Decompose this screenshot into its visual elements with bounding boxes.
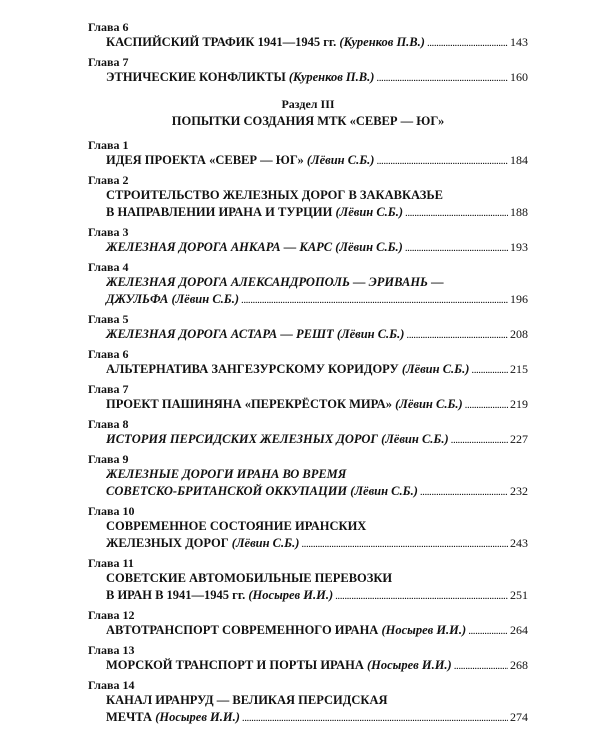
chapter-author: (Лёвин С.Б.) [336, 327, 405, 341]
chapter-title-text [106, 204, 403, 221]
chapter-title-text [106, 34, 425, 51]
chapter-title-line: КАНАЛ ИРАНРУД — ВЕЛИКАЯ ПЕРСИДСКАЯ [106, 693, 388, 707]
page-number: 268 [510, 658, 528, 672]
chapter-label: Глава 8 [88, 417, 129, 431]
chapter-author: (Лёвин С.Б.) [335, 205, 404, 219]
chapter-title-text [106, 709, 240, 726]
chapter-title-text [106, 361, 469, 378]
toc-part-a [88, 20, 528, 90]
page-number: 219 [510, 397, 528, 411]
chapter-author: (Лёвин С.Б.) [401, 362, 470, 376]
dot-leader [468, 623, 508, 640]
chapter-author: (Лёвин С.Б.) [306, 153, 375, 167]
chapter-title-last-line [106, 34, 528, 52]
chapter-title-last-line [106, 239, 528, 257]
chapter-title-last-line [106, 204, 528, 222]
spacer [88, 727, 528, 730]
chapter-label: Глава 6 [88, 20, 129, 34]
chapter-title: КАСПИЙСКИЙ ТРАФИК 1941—1945 гг. [106, 35, 337, 49]
dot-leader [376, 153, 508, 170]
toc-entry[interactable] [106, 518, 528, 553]
toc-chapter [88, 417, 528, 452]
toc-chapter [88, 452, 528, 504]
chapter-label: Глава 13 [88, 643, 135, 657]
chapter-label: Глава 6 [88, 347, 129, 361]
chapter-author: (Лёвин С.Б.) [381, 432, 449, 446]
dot-leader [405, 240, 508, 257]
chapter-title: АЛЬТЕРНАТИВА ЗАНГЕЗУРСКОМУ КОРИДОРУ [106, 362, 399, 376]
chapter-title-text [106, 657, 452, 674]
dot-leader [405, 205, 508, 222]
page-number: 215 [510, 362, 528, 376]
chapter-title-line: СОВРЕМЕННОЕ СОСТОЯНИЕ ИРАНСКИХ [106, 519, 367, 533]
dot-leader [376, 70, 508, 87]
chapter-title-text [106, 587, 333, 604]
chapter-title-last-line [106, 431, 528, 449]
dot-leader [454, 658, 508, 675]
toc-chapter [88, 504, 528, 556]
chapter-title: В ИРАН В 1941—1945 гг. [106, 588, 246, 602]
chapter-author: (Лёвин С.Б.) [171, 292, 240, 306]
chapter-title-text [106, 535, 299, 552]
chapter-label: Глава 3 [88, 225, 129, 239]
toc-entry[interactable] [106, 396, 528, 414]
toc-entry[interactable] [106, 570, 528, 605]
toc-entry[interactable] [106, 657, 528, 675]
section-heading [88, 96, 528, 130]
page-number: 188 [510, 205, 528, 219]
chapter-title-last-line [106, 326, 528, 344]
chapter-title-text [106, 291, 239, 308]
chapter-title-text [106, 239, 403, 256]
toc-chapter [88, 173, 528, 225]
toc-part-b [88, 138, 528, 730]
toc-chapter [88, 556, 528, 608]
chapter-label: Глава 11 [88, 556, 134, 570]
chapter-title-line: ЖЕЛЕЗНЫЕ ДОРОГИ ИРАНА ВО ВРЕМЯ [106, 467, 347, 481]
page-number: 227 [510, 432, 528, 446]
chapter-label: Глава 9 [88, 452, 129, 466]
toc-entry[interactable] [106, 239, 528, 257]
page-number: 274 [510, 710, 528, 724]
dot-leader [420, 484, 508, 501]
chapter-title-line: СОВЕТСКИЕ АВТОМОБИЛЬНЫЕ ПЕРЕВОЗКИ [106, 571, 393, 585]
toc-chapter [88, 678, 528, 730]
chapter-title-last-line [106, 709, 528, 727]
page-number: 184 [510, 153, 528, 167]
chapter-title-last-line [106, 622, 528, 640]
toc-entry[interactable] [106, 34, 528, 52]
chapter-author: (Лёвин С.Б.) [231, 536, 300, 550]
chapter-title-line: СТРОИТЕЛЬСТВО ЖЕЛЕЗНЫХ ДОРОГ В ЗАКАВКАЗЬЕ [106, 188, 443, 202]
chapter-title: ЖЕЛЕЗНАЯ ДОРОГА АСТАРА — РЕШТ [106, 327, 334, 341]
chapter-title: ПРОЕКТ ПАШИНЯНА «ПЕРЕКРЁСТОК МИРА» [106, 397, 392, 411]
chapter-title-text [106, 69, 374, 86]
toc-entry[interactable] [106, 274, 528, 309]
chapter-title: ДЖУЛЬФА [106, 292, 169, 306]
page-number: 143 [510, 35, 528, 49]
spacer [88, 87, 528, 90]
chapter-title: МОРСКОЙ ТРАНСПОРТ И ПОРТЫ ИРАНА [106, 658, 364, 672]
section-title: ПОПЫТКИ СОЗДАНИЯ МТК «СЕВЕР — ЮГ» [171, 114, 445, 128]
toc-entry[interactable] [106, 152, 528, 170]
toc-entry[interactable] [106, 326, 528, 344]
dot-leader [241, 292, 508, 309]
chapter-title: ИДЕЯ ПРОЕКТА «СЕВЕР — ЮГ» [106, 153, 304, 167]
chapter-title: МЕЧТА [106, 710, 153, 724]
toc-chapter [88, 55, 528, 90]
chapter-author: (Лёвин С.Б.) [335, 240, 403, 254]
dot-leader [335, 588, 508, 605]
toc-chapter [88, 225, 528, 260]
chapter-label: Глава 7 [88, 55, 129, 69]
page-number: 208 [510, 327, 528, 341]
chapter-title: АВТОТРАНСПОРТ СОВРЕМЕННОГО ИРАНА [106, 623, 379, 637]
toc-entry[interactable] [106, 361, 528, 379]
page-number: 264 [510, 623, 528, 637]
toc-entry[interactable] [106, 622, 528, 640]
chapter-label: Глава 12 [88, 608, 135, 622]
section-label: Раздел III [281, 97, 335, 111]
chapter-title-last-line [106, 291, 528, 309]
chapter-author: (Носырев И.И.) [248, 588, 334, 602]
chapter-author: (Куренков П.В.) [339, 35, 425, 49]
chapter-author: (Носырев И.И.) [367, 658, 452, 672]
dot-leader [242, 710, 508, 727]
toc-entry[interactable] [106, 187, 528, 222]
chapter-title: ЭТНИЧЕСКИЕ КОНФЛИКТЫ [106, 70, 286, 84]
page-number: 193 [510, 240, 528, 254]
chapter-author: (Лёвин С.Б.) [350, 484, 418, 498]
chapter-label: Глава 5 [88, 312, 129, 326]
chapter-title: ИСТОРИЯ ПЕРСИДСКИХ ЖЕЛЕЗНЫХ ДОРОГ [106, 432, 378, 446]
chapter-title-last-line [106, 69, 528, 87]
chapter-label: Глава 7 [88, 382, 129, 396]
page-number: 160 [510, 70, 528, 84]
toc-chapter [88, 20, 528, 55]
toc-chapter [88, 382, 528, 417]
chapter-title-text [106, 431, 449, 448]
toc-entry[interactable] [106, 466, 528, 501]
chapter-title-last-line [106, 361, 528, 379]
chapter-title-last-line [106, 535, 528, 553]
chapter-title-last-line [106, 152, 528, 170]
chapter-title-last-line [106, 657, 528, 675]
toc-chapter [88, 608, 528, 643]
toc-entry[interactable] [106, 692, 528, 727]
chapter-title: СОВЕТСКО-БРИТАНСКОЙ ОККУПАЦИИ [106, 484, 348, 498]
dot-leader [406, 327, 508, 344]
page-number: 251 [510, 588, 528, 602]
toc-chapter [88, 312, 528, 347]
page-number: 196 [510, 292, 528, 306]
chapter-title-text [106, 326, 404, 343]
chapter-title-line: ЖЕЛЕЗНАЯ ДОРОГА АЛЕКСАНДРОПОЛЬ — ЭРИВАНЬ — [106, 275, 444, 289]
dot-leader [471, 362, 508, 379]
toc-entry[interactable] [106, 431, 528, 449]
toc-chapter [88, 260, 528, 312]
chapter-label: Глава 4 [88, 260, 129, 274]
chapter-title-last-line [106, 396, 528, 414]
toc-chapter [88, 347, 528, 382]
chapter-title-last-line [106, 587, 528, 605]
chapter-author: (Носырев И.И.) [155, 710, 240, 724]
chapter-title-last-line [106, 483, 528, 501]
chapter-title-text [106, 152, 374, 169]
chapter-title-text [106, 483, 418, 500]
dot-leader [301, 536, 508, 553]
chapter-label: Глава 2 [88, 173, 129, 187]
chapter-title: ЖЕЛЕЗНЫХ ДОРОГ [106, 536, 229, 550]
dot-leader [465, 397, 508, 414]
chapter-title: ЖЕЛЕЗНАЯ ДОРОГА АНКАРА — КАРС [106, 240, 333, 254]
chapter-author: (Носырев И.И.) [381, 623, 467, 637]
toc-chapter [88, 643, 528, 678]
dot-leader [451, 432, 508, 449]
chapter-title-text [106, 622, 466, 639]
toc-chapter [88, 138, 528, 173]
page-number: 243 [510, 536, 528, 550]
toc-entry[interactable] [106, 69, 528, 87]
chapter-author: (Куренков П.В.) [288, 70, 375, 84]
chapter-title-text [106, 396, 463, 413]
chapter-label: Глава 10 [88, 504, 135, 518]
dot-leader [427, 35, 508, 52]
page-number: 232 [510, 484, 528, 498]
table-of-contents [88, 20, 528, 730]
chapter-label: Глава 14 [88, 678, 135, 692]
chapter-title: В НАПРАВЛЕНИИ ИРАНА И ТУРЦИИ [106, 205, 333, 219]
chapter-label: Глава 1 [88, 138, 129, 152]
chapter-author: (Лёвин С.Б.) [395, 397, 463, 411]
